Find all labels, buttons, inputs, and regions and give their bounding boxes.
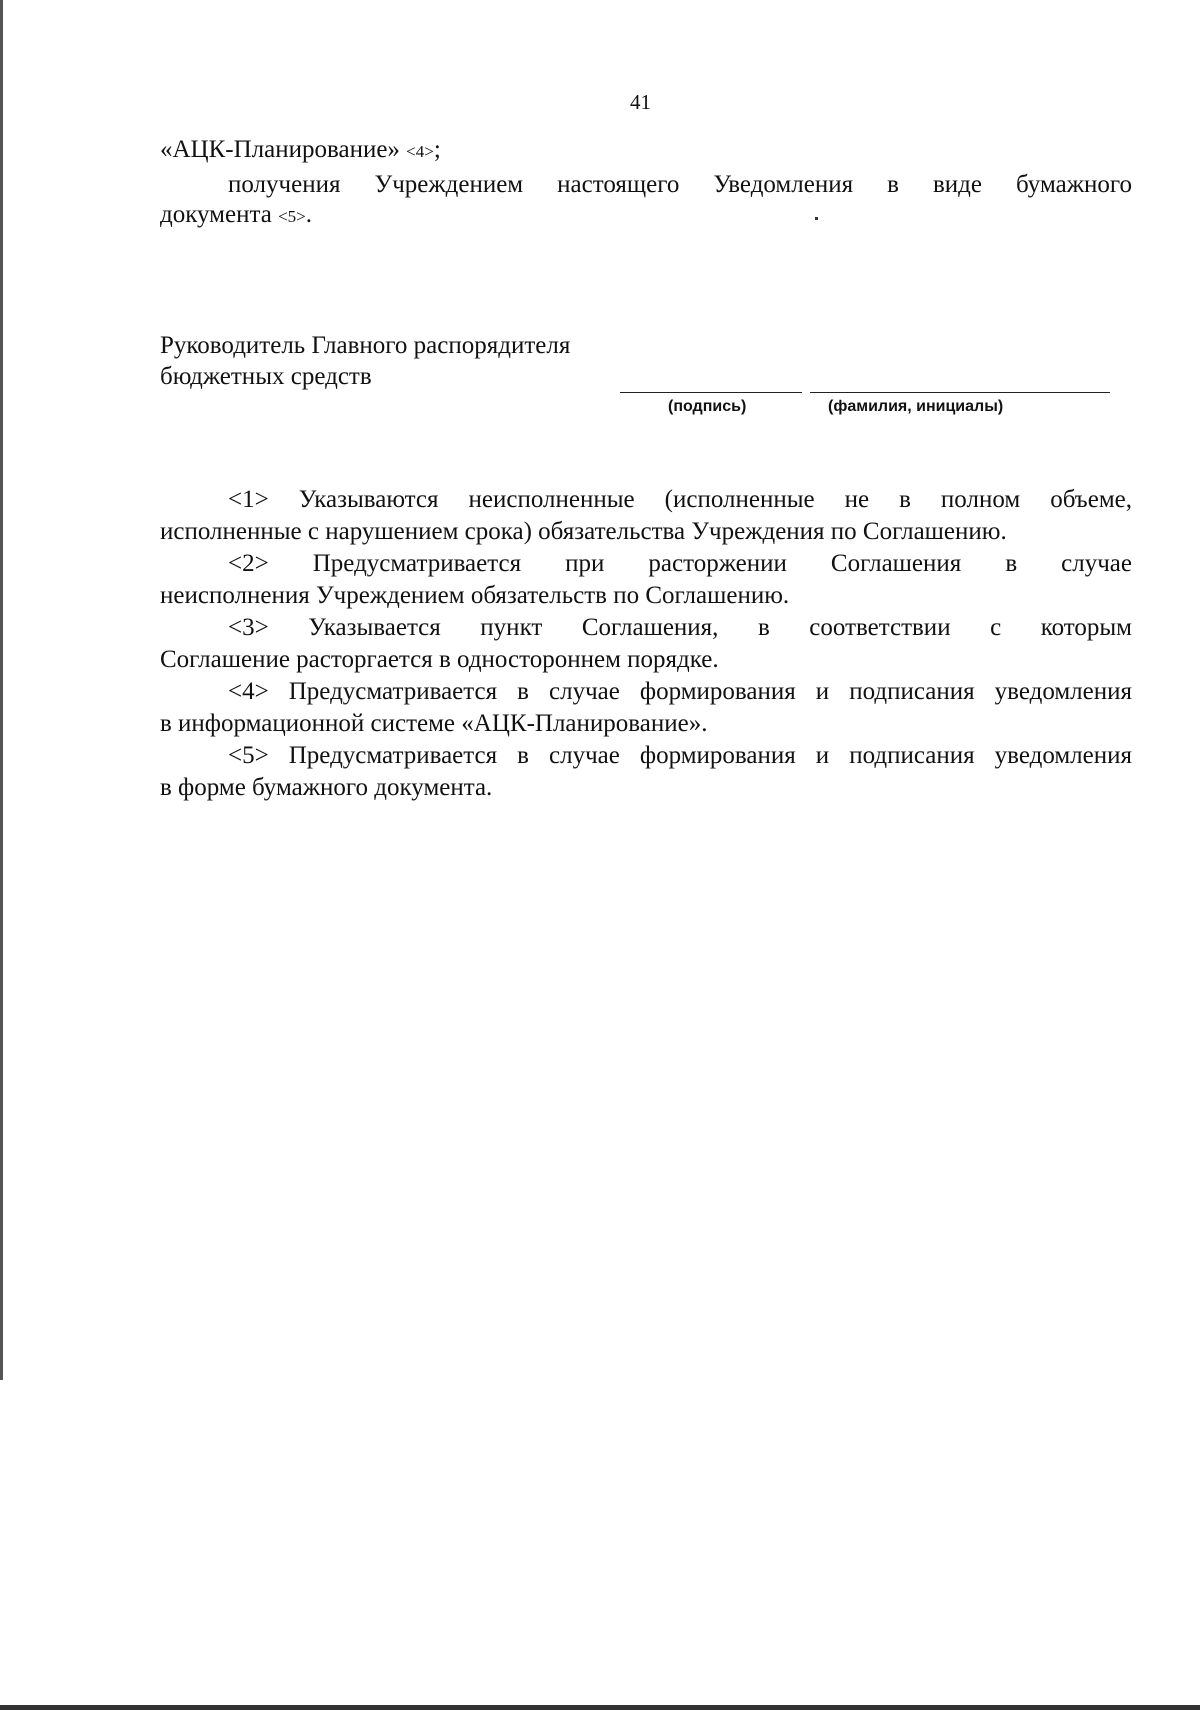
scan-bottom-edge xyxy=(0,1705,1200,1710)
scan-speck xyxy=(815,217,818,220)
footnotes xyxy=(160,484,1132,804)
name-line xyxy=(810,392,1110,393)
signatory-title-line-1: Руководитель Главного распорядителя xyxy=(160,332,571,359)
intro-line-2: получения Учреждением настоящего Уведомления в виде бумажного xyxy=(228,171,1132,198)
intro-line-1 xyxy=(160,135,1132,167)
footnote-1-line-1: <1> Указываются неисполненные (исполненные не в полном объеме, xyxy=(228,486,1132,513)
footnote-5-line-1: <5> Предусматривается в случае формирования и подписания уведомления xyxy=(228,742,1132,769)
intro-line-3 xyxy=(160,200,1132,232)
footnote-5-rest: в форме бумажного документа. xyxy=(160,774,493,801)
footnote-2-line-1: <2> Предусматривается при расторжении Соглашения в случае xyxy=(228,550,1132,577)
footnote-4-rest: в информационной системе «АЦК-Планирование». xyxy=(160,710,708,737)
footnote-1-rest: исполненные с нарушением срока) обязательства Учреждения по Соглашению. xyxy=(160,518,1007,545)
signature-line xyxy=(620,392,802,393)
scan-left-edge xyxy=(0,0,3,1380)
page-number: 41 xyxy=(630,90,651,114)
intro-footnote-ref-5: <5> xyxy=(278,207,306,226)
intro-line-1-text: «АЦК-Планирование» xyxy=(160,136,400,163)
intro-line-3-text: документа xyxy=(160,201,272,228)
footnote-4-line-1: <4> Предусматривается в случае формирования и подписания уведомления xyxy=(228,678,1132,705)
footnote-3-line-1: <3> Указывается пункт Соглашения, в соответствии с которым xyxy=(228,614,1132,641)
footnote-2-rest: неисполнения Учреждением обязательств по Соглашению. xyxy=(160,582,790,609)
intro-footnote-ref-4: <4> xyxy=(406,142,434,161)
intro-line-1-end: ; xyxy=(433,136,441,163)
signatory-title-line-2: бюджетных средств xyxy=(160,363,372,390)
signature-caption: (подпись) xyxy=(668,398,747,415)
intro-line-3-end: . xyxy=(305,201,312,228)
signatory-title xyxy=(160,330,570,392)
name-caption: (фамилия, инициалы) xyxy=(828,398,1004,415)
footnote-3-rest: Соглашение расторгается в одностороннем порядке. xyxy=(160,646,719,673)
